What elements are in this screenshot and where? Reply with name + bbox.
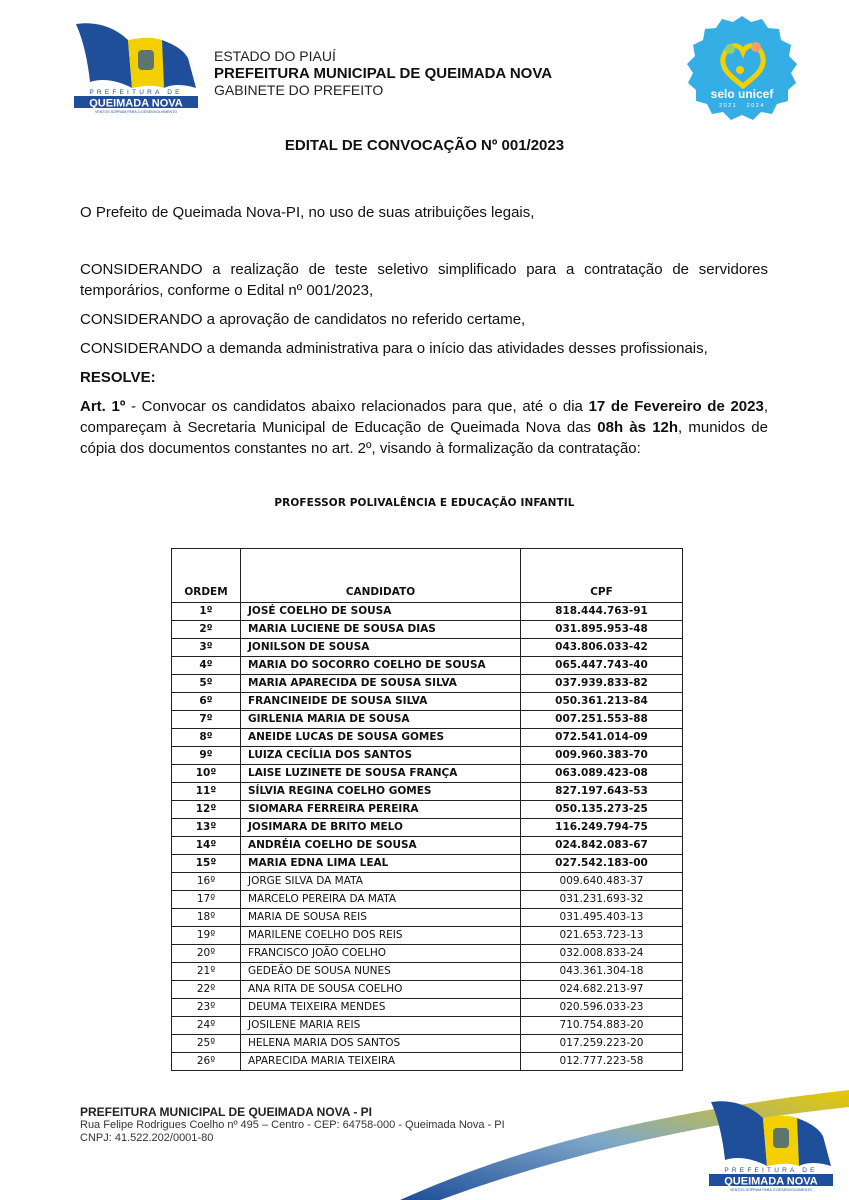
cell-order: 10º — [172, 765, 241, 783]
table-row — [172, 1035, 683, 1053]
cell-order: 11º — [172, 783, 241, 801]
cell-order: 15º — [172, 855, 241, 873]
cell-cpf: 037.939.833-82 — [521, 675, 683, 693]
cell-candidate: ANDRÉIA COELHO DE SOUSA — [241, 837, 521, 855]
cell-cpf: 017.259.223-20 — [521, 1035, 683, 1053]
cell-candidate: JOSÉ COELHO DE SOUSA — [241, 603, 521, 621]
table-row — [172, 639, 683, 657]
table-row — [172, 873, 683, 891]
article-hours: 08h às 12h — [597, 419, 679, 436]
cell-cpf: 027.542.183-00 — [521, 855, 683, 873]
cell-order: 2º — [172, 621, 241, 639]
footer-logo-name: QUEIMADA NOVA — [724, 1175, 818, 1188]
cell-candidate: HELENA MARIA DOS SANTOS — [241, 1035, 521, 1053]
cell-candidate: ANA RITA DE SOUSA COELHO — [241, 981, 521, 999]
article-date: 17 de Fevereiro de 2023 — [588, 398, 764, 415]
header-candidate: CANDIDATO — [241, 549, 521, 603]
table-row — [172, 1053, 683, 1071]
logo-tagline-bottom: VENTOS SOPRAM PARA O DESENVOLVIMENTO — [94, 110, 178, 114]
cell-cpf: 024.682.213-97 — [521, 981, 683, 999]
header-cpf: CPF — [521, 549, 683, 603]
table-row — [172, 747, 683, 765]
cell-candidate: MARIA EDNA LIMA LEAL — [241, 855, 521, 873]
cell-candidate: MARIA APARECIDA DE SOUSA SILVA — [241, 675, 521, 693]
queimada-nova-logo-footer — [706, 1096, 836, 1192]
header-department: GABINETE DO PREFEITO — [214, 82, 384, 98]
cell-cpf: 021.653.723-13 — [521, 927, 683, 945]
table-row — [172, 837, 683, 855]
table-row — [172, 729, 683, 747]
document-title: EDITAL DE CONVOCAÇÃO Nº 001/2023 — [284, 137, 565, 154]
cell-candidate: JOSILENE MARIA REIS — [241, 1017, 521, 1035]
table-row — [172, 999, 683, 1017]
cell-cpf: 009.960.383-70 — [521, 747, 683, 765]
cell-cpf: 024.842.083-67 — [521, 837, 683, 855]
intro-paragraph: O Prefeito de Queimada Nova-PI, no uso de suas atribuições legais, — [80, 204, 535, 221]
candidates-table — [171, 548, 683, 1071]
table-row — [172, 711, 683, 729]
cell-order: 6º — [172, 693, 241, 711]
cell-order: 1º — [172, 603, 241, 621]
cell-cpf: 827.197.643-53 — [521, 783, 683, 801]
cell-candidate: SÍLVIA REGINA COELHO GOMES — [241, 783, 521, 801]
table-row — [172, 945, 683, 963]
queimada-nova-logo — [72, 18, 200, 114]
cell-cpf: 043.806.033-42 — [521, 639, 683, 657]
cell-order: 14º — [172, 837, 241, 855]
cell-cpf: 063.089.423-08 — [521, 765, 683, 783]
table-row — [172, 693, 683, 711]
cell-cpf: 116.249.794-75 — [521, 819, 683, 837]
cell-order: 23º — [172, 999, 241, 1017]
cell-candidate: JOSIMARA DE BRITO MELO — [241, 819, 521, 837]
table-row — [172, 963, 683, 981]
header-order: ORDEM — [172, 549, 241, 603]
cell-order: 21º — [172, 963, 241, 981]
table-row — [172, 891, 683, 909]
article-text-b: , compareçam à Secretaria Municipal de Educação de Queimada Nova das — [80, 398, 768, 436]
footer-institution: PREFEITURA MUNICIPAL DE QUEIMADA NOVA - PI — [80, 1105, 373, 1119]
header-state: ESTADO DO PIAUÍ — [214, 48, 336, 64]
article-text-a: - Convocar os candidatos abaixo relacionados para que, até o dia — [125, 398, 589, 415]
cell-order: 17º — [172, 891, 241, 909]
cell-candidate: LUIZA CECÍLIA DOS SANTOS — [241, 747, 521, 765]
footer-address: Rua Felipe Rodrigues Coelho nº 495 – Centro - CEP: 64758-000 - Queimada Nova - PI — [80, 1119, 505, 1131]
header-block — [214, 48, 552, 99]
cell-candidate: FRANCISCO JOÃO COELHO — [241, 945, 521, 963]
cell-order: 9º — [172, 747, 241, 765]
table-row — [172, 783, 683, 801]
cell-cpf: 031.231.693-32 — [521, 891, 683, 909]
cell-candidate: MARILENE COELHO DOS REIS — [241, 927, 521, 945]
cell-cpf: 007.251.553-88 — [521, 711, 683, 729]
cell-candidate: JORGE SILVA DA MATA — [241, 873, 521, 891]
table-row — [172, 927, 683, 945]
cell-cpf: 020.596.033-23 — [521, 999, 683, 1017]
cell-candidate: MARIA DO SOCORRO COELHO DE SOUSA — [241, 657, 521, 675]
cell-order: 13º — [172, 819, 241, 837]
logo-tagline-top: PREFEITURA DE — [89, 89, 183, 96]
table-row — [172, 801, 683, 819]
cell-cpf: 050.361.213-84 — [521, 693, 683, 711]
cell-candidate: GEDEÃO DE SOUSA NUNES — [241, 963, 521, 981]
cell-candidate: GIRLENIA MARIA DE SOUSA — [241, 711, 521, 729]
cell-candidate: MARIA LUCIENE DE SOUSA DIAS — [241, 621, 521, 639]
logo-name: QUEIMADA NOVA — [89, 97, 183, 110]
cell-candidate: ANEIDE LUCAS DE SOUSA GOMES — [241, 729, 521, 747]
cell-cpf: 050.135.273-25 — [521, 801, 683, 819]
considerando-3: CONSIDERANDO a demanda administrativa para o início das atividades desses profissionais, — [80, 340, 708, 357]
table-body — [172, 603, 683, 1071]
cell-candidate: APARECIDA MARIA TEIXEIRA — [241, 1053, 521, 1071]
cell-cpf: 072.541.014-09 — [521, 729, 683, 747]
cell-cpf: 031.495.403-13 — [521, 909, 683, 927]
cell-order: 22º — [172, 981, 241, 999]
cell-order: 7º — [172, 711, 241, 729]
article-text-c: , munidos de cópia dos documentos constantes no art. 2º, visando à formalização da contratação: — [80, 419, 768, 457]
cell-order: 8º — [172, 729, 241, 747]
table-header-row — [172, 549, 683, 603]
cell-candidate: MARCELO PEREIRA DA MATA — [241, 891, 521, 909]
cell-order: 12º — [172, 801, 241, 819]
cell-cpf: 012.777.223-58 — [521, 1053, 683, 1071]
cell-cpf: 043.361.304-18 — [521, 963, 683, 981]
footer-logo-tagline-bottom: VENTOS SOPRAM PARA O DESENVOLVIMENTO — [729, 1188, 813, 1192]
header-institution: PREFEITURA MUNICIPAL DE QUEIMADA NOVA — [214, 65, 553, 82]
table-row — [172, 621, 683, 639]
table-row — [172, 819, 683, 837]
cell-cpf: 710.754.883-20 — [521, 1017, 683, 1035]
table-row — [172, 675, 683, 693]
unicef-brand: selo unicef — [710, 87, 774, 101]
table-row — [172, 657, 683, 675]
cell-candidate: DEUMA TEIXEIRA MENDES — [241, 999, 521, 1017]
footer-logo-tagline-top: PREFEITURA DE — [724, 1167, 818, 1174]
cell-candidate: JONILSON DE SOUSA — [241, 639, 521, 657]
considerando-2: CONSIDERANDO a aprovação de candidatos no referido certame, — [80, 311, 526, 328]
article-label: Art. 1º — [80, 398, 126, 415]
table-row — [172, 765, 683, 783]
table-row — [172, 909, 683, 927]
cell-cpf: 032.008.833-24 — [521, 945, 683, 963]
table-row — [172, 855, 683, 873]
cell-order: 16º — [172, 873, 241, 891]
cell-candidate: FRANCINEIDE DE SOUSA SILVA — [241, 693, 521, 711]
unicef-years: 2021 · 2024 — [719, 103, 765, 109]
cell-candidate: MARIA DE SOUSA REIS — [241, 909, 521, 927]
table-row — [172, 603, 683, 621]
footer-cnpj: CNPJ: 41.522.202/0001-80 — [80, 1132, 214, 1144]
considerando-1: CONSIDERANDO a realização de teste seletivo simplificado para a contratação de servidores temporários, conforme o Edital nº 001/2023, — [80, 261, 768, 299]
cell-candidate: LAISE LUZINETE DE SOUSA FRANÇA — [241, 765, 521, 783]
cell-cpf: 818.444.763-91 — [521, 603, 683, 621]
cell-order: 19º — [172, 927, 241, 945]
cell-order: 20º — [172, 945, 241, 963]
resolve-heading: RESOLVE: — [80, 369, 156, 386]
cell-cpf: 009.640.483-37 — [521, 873, 683, 891]
cell-candidate: SIOMARA FERREIRA PEREIRA — [241, 801, 521, 819]
cell-order: 25º — [172, 1035, 241, 1053]
article-1-paragraph — [80, 396, 768, 459]
cell-order: 5º — [172, 675, 241, 693]
cell-cpf: 031.895.953-48 — [521, 621, 683, 639]
cell-order: 3º — [172, 639, 241, 657]
cell-order: 26º — [172, 1053, 241, 1071]
cell-cpf: 065.447.743-40 — [521, 657, 683, 675]
cell-order: 18º — [172, 909, 241, 927]
cell-order: 4º — [172, 657, 241, 675]
table-row — [172, 981, 683, 999]
cell-order: 24º — [172, 1017, 241, 1035]
table-row — [172, 1017, 683, 1035]
table-title: PROFESSOR POLIVALÊNCIA E EDUCAÇÃO INFANTIL — [274, 497, 575, 509]
unicef-seal-icon — [683, 14, 801, 126]
